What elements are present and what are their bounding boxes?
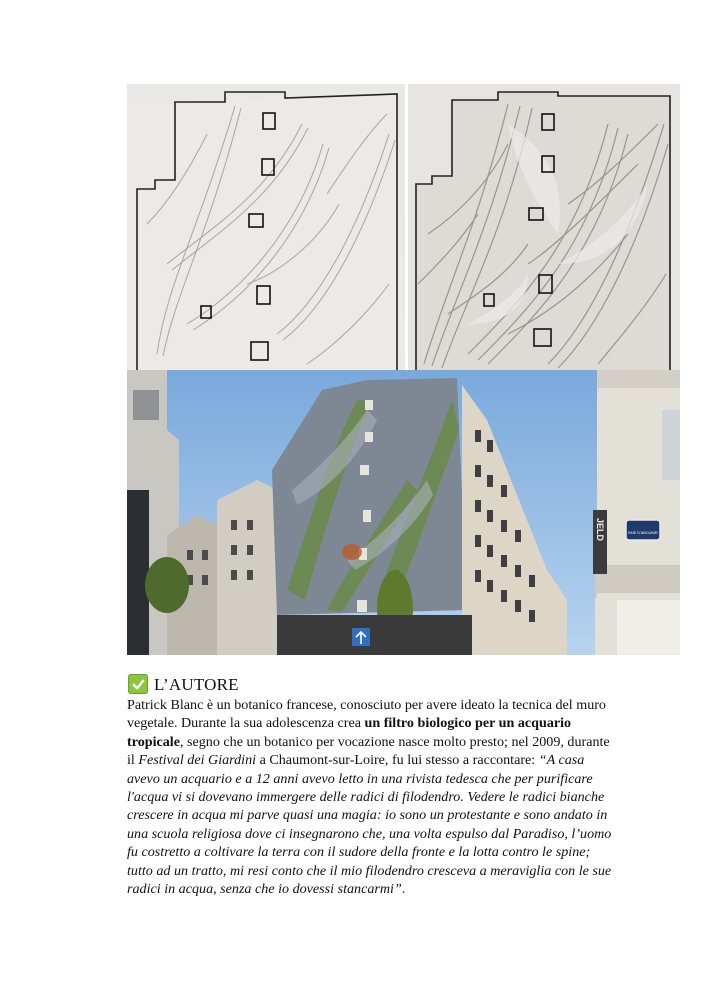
text-run: a Chaumont-sur-Loire, fu lui stesso a raccontare: [256,752,539,769]
building-photo [127,370,680,655]
sketch-left-image [127,84,405,371]
bold-text: tropicale [127,733,180,750]
quote-line: tutto ad un tratto, mi resi conto che il mio filodendro cresceva a meraviglia con le sue [127,862,612,879]
text-run: . [401,881,406,898]
street-sign-text: JELD [595,518,605,542]
street-plate-text: RUE D'ABOUKIR [628,531,658,535]
text-run: , segno che un botanico per vocazione nasce molto presto; nel 2009, durante [179,733,610,750]
quote-line: fu costretto a coltivare la terra con il sudore della fronte e la lotta contro le spine; [127,844,591,861]
paragraph-line [127,714,623,732]
paragraph-line [127,751,623,769]
bold-text: un filtro biologico per un acquario [364,715,572,732]
quote-text: “A casa [538,752,585,769]
text-run: vegetale. Durante la sua adolescenza crea [127,715,365,732]
quote-line: avevo un acquario e a 12 anni avevo letto in una rivista tedesca che per purificare [127,770,593,787]
paragraph-line [127,880,623,898]
quote-line: l'acqua vi si dovevano immergere delle radici di filodendro. Vedere le radici bianche [127,789,605,806]
text-run: il [127,752,139,769]
author-paragraph [127,696,623,898]
quote-text: radici in acqua, senza che io dovessi stancarmi” [127,881,402,898]
italic-text: Festival dei Giardini [138,752,257,769]
paragraph-line [127,733,623,751]
section-heading [128,672,239,696]
sketch-right-image [408,84,680,371]
section-title: L’AUTORE [154,675,239,694]
quote-line: crescere in acqua mi parve quasi una magia: io sono un protestante e sono andato in [127,807,608,824]
paragraph-line: Patrick Blanc è un botanico francese, conosciuto per avere ideato la tecnica del muro [127,697,606,713]
quote-line: una scuola religiosa dove ci insegnarono che, una volta espulso dal Paradiso, l’uomo [127,825,612,842]
checkmark-icon [128,674,148,694]
